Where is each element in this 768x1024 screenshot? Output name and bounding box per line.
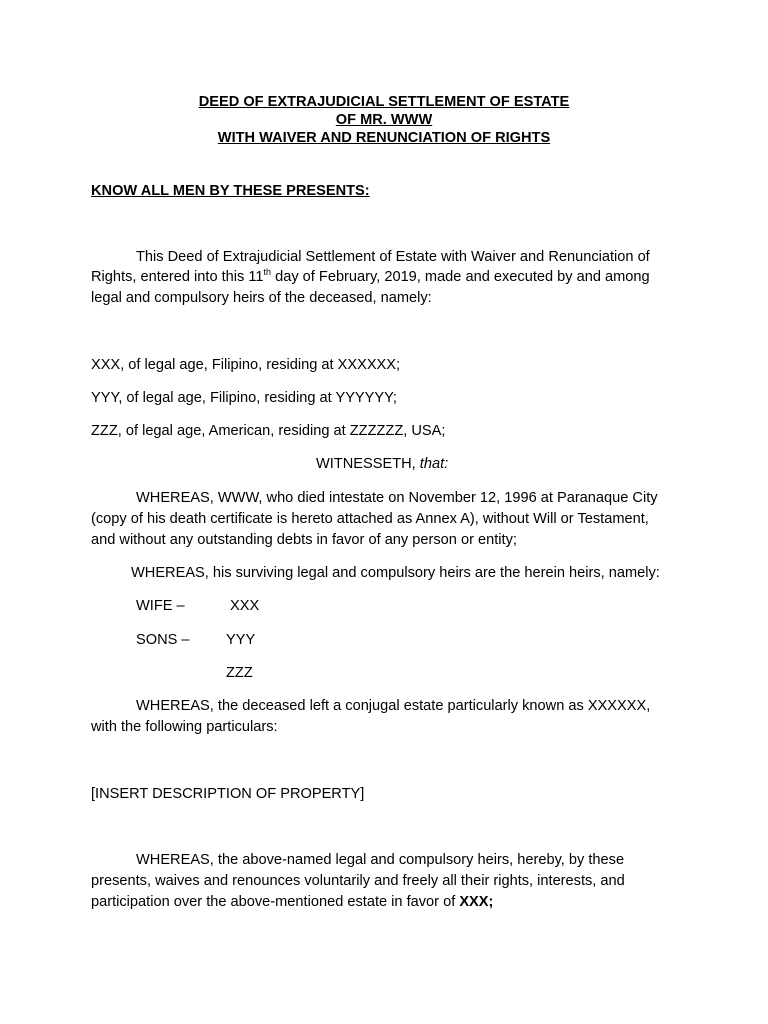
whereas-1-line-3: and without any outstanding debts in favor of any person or entity; xyxy=(91,532,517,548)
intro-line-3: legal and compulsory heirs of the deceased, namely: xyxy=(91,290,432,306)
intro-heading: KNOW ALL MEN BY THESE PRESENTS: xyxy=(91,183,370,199)
beneficiary-name: XXX; xyxy=(459,894,494,910)
intro-line-2-pre: Rights, entered into this 11 xyxy=(91,269,264,285)
whereas-3-line-2: with the following particulars: xyxy=(91,719,278,735)
property-placeholder: [INSERT DESCRIPTION OF PROPERTY] xyxy=(91,786,365,802)
sons-label: SONS – xyxy=(136,632,190,648)
title-line-3: WITH WAIVER AND RENUNCIATION OF RIGHTS xyxy=(217,130,551,146)
whereas-2: WHEREAS, his surviving legal and compulsory heirs are the herein heirs, namely: xyxy=(131,565,660,581)
son-name: ZZZ xyxy=(226,665,253,681)
witnesseth-italic: that: xyxy=(419,456,449,472)
whereas-3-line-1: WHEREAS, the deceased left a conjugal estate particularly known as XXXXXX, xyxy=(136,698,651,714)
whereas-4-line-2: presents, waives and renounces voluntarily and freely all their rights, interests, and xyxy=(91,873,625,889)
heir-line: YYY, of legal age, Filipino, residing at YYYYYY; xyxy=(91,390,397,406)
whereas-4-line-3 xyxy=(91,893,493,911)
intro-line-1: This Deed of Extrajudicial Settlement of Estate with Waiver and Renunciation of xyxy=(136,249,650,265)
intro-line-2 xyxy=(91,268,650,286)
heir-line: ZZZ, of legal age, American, residing at ZZZZZZ, USA; xyxy=(91,423,446,439)
wife-label: WIFE – xyxy=(136,598,185,614)
whereas-1-line-1: WHEREAS, WWW, who died intestate on November 12, 1996 at Paranaque City xyxy=(136,490,658,506)
intro-ordinal-suffix: th xyxy=(263,267,272,277)
wife-name: XXX xyxy=(230,598,260,614)
son-name: YYY xyxy=(226,632,256,648)
witnesseth-main: WITNESSETH, xyxy=(316,456,420,472)
heir-line: XXX, of legal age, Filipino, residing at XXXXXX; xyxy=(91,357,401,373)
whereas-4-line-1: WHEREAS, the above-named legal and compulsory heirs, hereby, by these xyxy=(136,852,625,868)
whereas-1-line-2: (copy of his death certificate is hereto attached as Annex A), without Will or Testament, xyxy=(91,511,649,527)
witnesseth-heading xyxy=(316,455,448,473)
intro-line-2-post: day of February, 2019, made and executed by and among xyxy=(271,269,650,285)
whereas-4-line-3-pre: participation over the above-mentioned estate in favor of xyxy=(91,894,460,910)
title-line-2: OF MR. WWW xyxy=(335,112,433,128)
title-line-1: DEED OF EXTRAJUDICIAL SETTLEMENT OF ESTATE xyxy=(198,94,570,110)
